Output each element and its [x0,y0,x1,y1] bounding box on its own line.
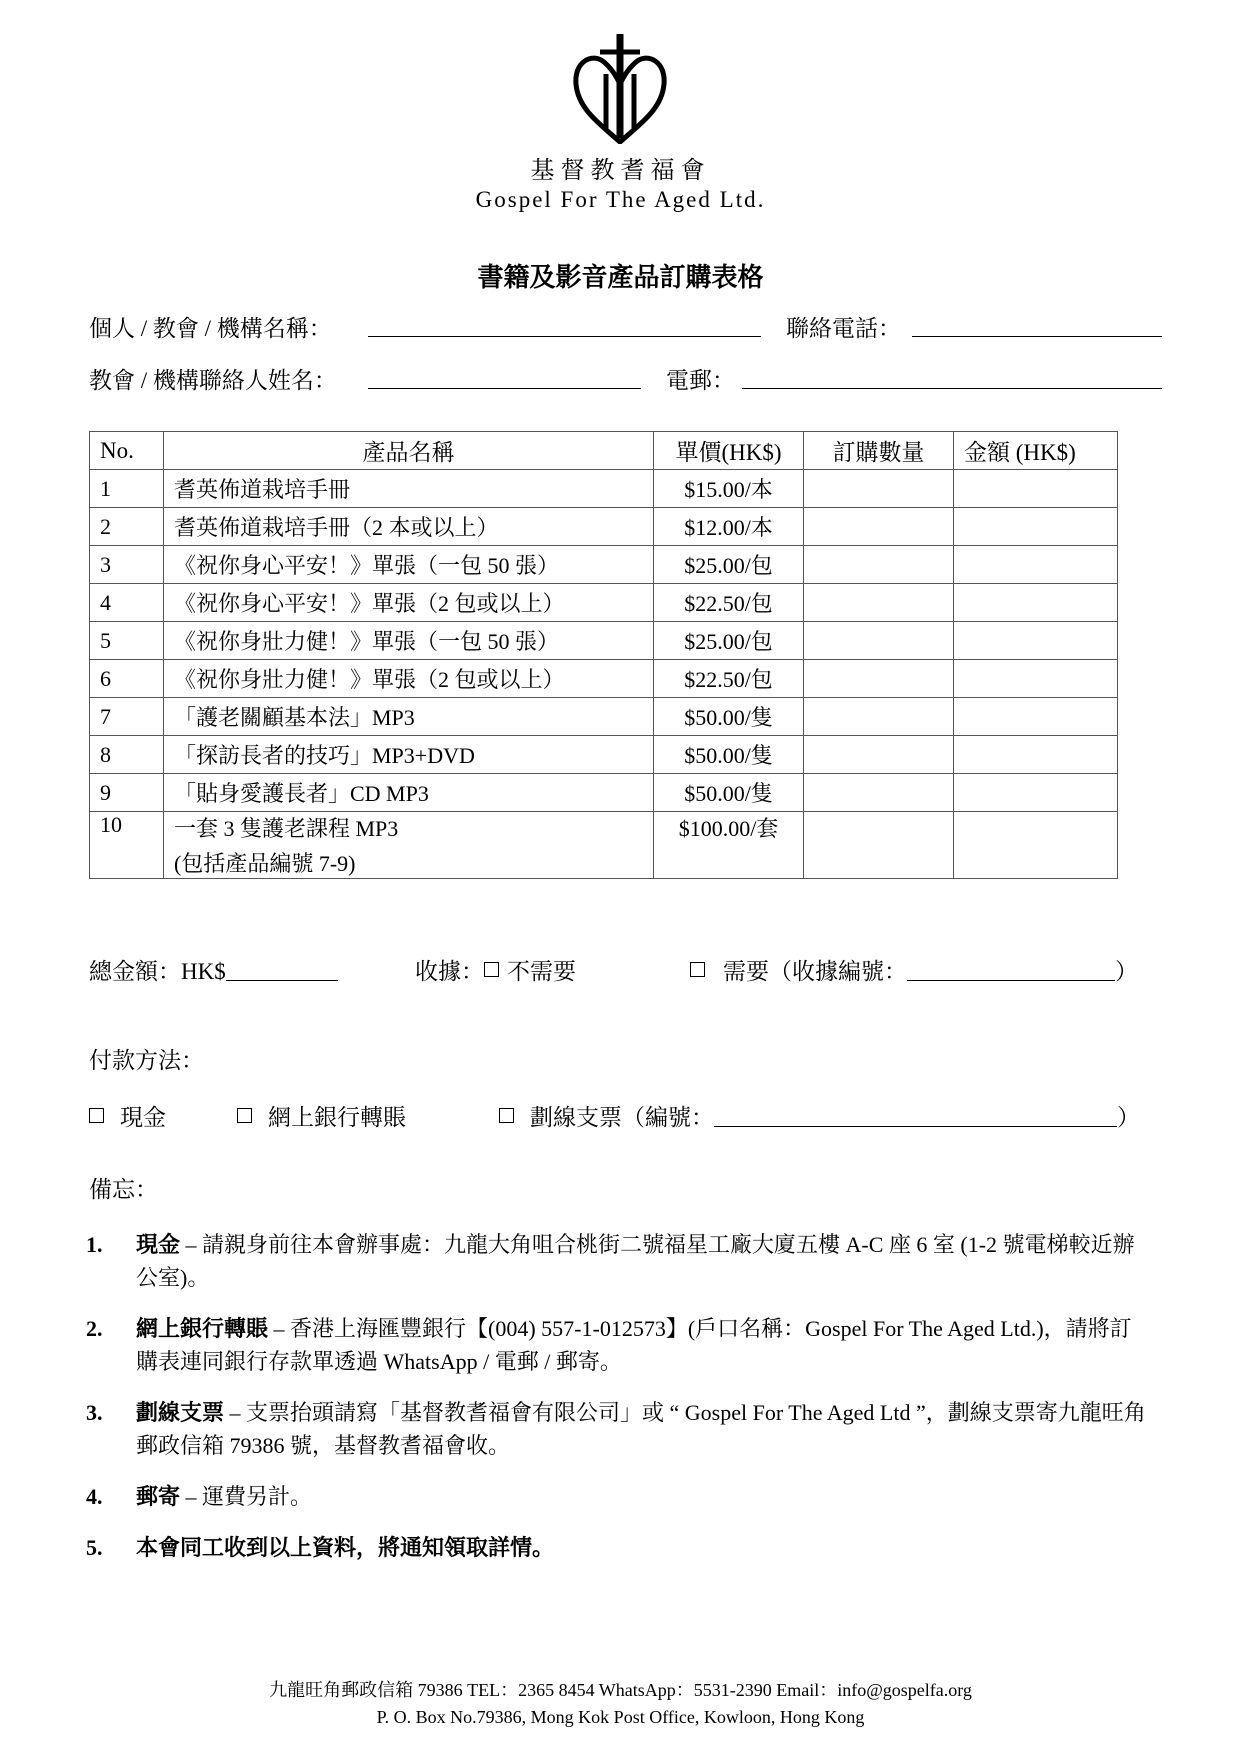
product-table [89,431,1118,879]
payment-online-option [237,1099,406,1132]
amount-cell[interactable] [954,698,1118,736]
header-price: 單價(HK$) [654,432,804,470]
name-field[interactable] [368,336,761,337]
org-name-chinese: 基督教耆福會 [530,158,711,184]
unit-price: $15.00/本 [654,470,804,508]
online-transfer-label: 網上銀行轉賬 [268,1105,406,1130]
quantity-cell[interactable] [804,698,954,736]
notes-heading: 備忘： [89,1177,158,1202]
note-item [86,1312,1146,1378]
total-amount-field[interactable] [226,958,338,981]
cheque-close-bracket: ） [1117,1105,1140,1130]
unit-price: $12.00/本 [654,508,804,546]
note-title: 郵寄 [136,1484,181,1509]
organization-logo [570,34,670,144]
note-title: 現金 [136,1232,181,1257]
unit-price: $22.50/包 [654,660,804,698]
quantity-cell[interactable] [804,584,954,622]
row-number: 1 [90,470,164,508]
cheque-checkbox[interactable] [499,1108,514,1123]
online-transfer-checkbox[interactable] [237,1108,252,1123]
row-number: 7 [90,698,164,736]
table-row [90,812,1118,879]
footer-contact: 九龍旺角郵政信箱 79386 TEL：2365 8454 WhatsApp：5531-2390 Email：info@gospelfa.org [269,1680,972,1700]
product-name: 耆英佈道栽培手冊（2 本或以上） [164,508,654,546]
amount-cell[interactable] [954,470,1118,508]
note-number: 3. [86,1400,103,1425]
row-number: 5 [90,622,164,660]
receipt-needed-option [690,953,1138,986]
note-number: 2. [86,1316,103,1341]
payment-heading: 付款方法： [89,1048,204,1073]
row-number: 8 [90,736,164,774]
amount-cell[interactable] [954,660,1118,698]
note-title: 網上銀行轉賬 [136,1316,269,1341]
header-amount: 金額 (HK$) [954,432,1118,470]
table-row [90,736,1118,774]
unit-price: $50.00/隻 [654,698,804,736]
footer-address: P. O. Box No.79386, Mong Kok Post Office, Kowloon, Hong Kong [376,1707,865,1727]
receipt-needed-label: 需要（收據編號： [723,959,907,984]
product-name: 「貼身愛護長者」CD MP3 [164,774,654,812]
amount-cell[interactable] [954,812,1118,879]
unit-price: $22.50/包 [654,584,804,622]
table-row [90,660,1118,698]
cash-label: 現金 [120,1105,166,1130]
amount-cell[interactable] [954,736,1118,774]
header-quantity: 訂購數量 [804,432,954,470]
receipt-options [415,953,576,986]
total-label: 總金額：HK$ [89,959,226,984]
note-number: 4. [86,1484,103,1509]
contact-field[interactable] [368,388,641,389]
email-label: 電郵： [666,368,735,393]
phone-field[interactable] [912,336,1162,337]
note-title: 本會同工收到以上資料，將通知領取詳情。 [136,1535,555,1560]
org-name-english: Gospel For The Aged Ltd. [475,187,766,212]
unit-price: $25.00/包 [654,546,804,584]
unit-price: $25.00/包 [654,622,804,660]
note-number: 5. [86,1535,103,1560]
product-name [164,812,654,879]
amount-cell[interactable] [954,622,1118,660]
cheque-number-field[interactable] [714,1104,1117,1127]
contact-label: 教會 / 機構聯絡人姓名： [89,368,337,393]
note-text: – 運費另計。 [180,1484,313,1509]
amount-cell[interactable] [954,546,1118,584]
table-row [90,546,1118,584]
payment-cheque-option [499,1099,1140,1132]
product-name: 「護老關顧基本法」MP3 [164,698,654,736]
table-row [90,774,1118,812]
quantity-cell[interactable] [804,774,954,812]
payment-cash-option [89,1099,166,1132]
note-number: 1. [86,1232,103,1257]
quantity-cell[interactable] [804,660,954,698]
amount-cell[interactable] [954,508,1118,546]
header-product: 產品名稱 [164,432,654,470]
receipt-not-needed-checkbox[interactable] [484,962,499,977]
quantity-cell[interactable] [804,736,954,774]
note-text: – 請親身前往本會辦事處：九龍大角咀合桃街二號福星工廠大廈五樓 A-C 座 6 室 (1-2 號電梯較近辦公室)。 [136,1232,1135,1290]
product-name-line1: 一套 3 隻護老課程 MP3 [174,816,399,841]
quantity-cell[interactable] [804,508,954,546]
row-number: 3 [90,546,164,584]
receipt-number-field[interactable] [907,958,1115,981]
product-name: 《祝你身心平安！》單張（2 包或以上） [164,584,654,622]
receipt-close-bracket: ） [1115,959,1138,984]
note-item [86,1531,1146,1564]
phone-label: 聯絡電話： [786,316,901,341]
amount-cell[interactable] [954,774,1118,812]
unit-price: $100.00/套 [654,812,804,879]
product-name-line2: (包括產品編號 7-9) [174,851,356,876]
cheque-label: 劃線支票（編號： [530,1105,714,1130]
product-name: 「探訪長者的技巧」MP3+DVD [164,736,654,774]
quantity-cell[interactable] [804,470,954,508]
note-title: 劃線支票 [136,1400,225,1425]
table-row [90,698,1118,736]
cash-checkbox[interactable] [89,1108,104,1123]
receipt-not-needed-label: 不需要 [507,959,576,984]
product-name: 《祝你身壯力健！》單張（一包 50 張） [164,622,654,660]
note-text: – 香港上海匯豐銀行【(004) 557-1-012573】(戶口名稱：Gospel For The Aged Ltd.)，請將訂購表連同銀行存款單透過 WhatsApp / 電郵 / 郵寄。 [136,1316,1132,1374]
quantity-cell[interactable] [804,622,954,660]
row-number: 2 [90,508,164,546]
note-item [86,1396,1146,1462]
name-label: 個人 / 教會 / 機構名稱： [89,316,332,341]
quantity-cell[interactable] [804,546,954,584]
product-name: 《祝你身壯力健！》單張（2 包或以上） [164,660,654,698]
receipt-label: 收據： [415,959,484,984]
row-number: 9 [90,774,164,812]
note-item [86,1228,1146,1294]
table-row [90,584,1118,622]
table-row [90,508,1118,546]
amount-cell[interactable] [954,584,1118,622]
quantity-cell[interactable] [804,812,954,879]
unit-price: $50.00/隻 [654,774,804,812]
row-number: 4 [90,584,164,622]
receipt-needed-checkbox[interactable] [690,962,705,977]
row-number: 6 [90,660,164,698]
note-text: – 支票抬頭請寫「基督教耆福會有限公司」或 “ Gospel For The Aged Ltd ”，劃線支票寄九龍旺角郵政信箱 79386 號，基督教耆福會收。 [136,1400,1146,1458]
note-item [86,1480,1146,1513]
table-row [90,622,1118,660]
email-field[interactable] [742,388,1162,389]
table-header-row [90,432,1118,470]
row-number: 10 [90,812,164,879]
total-amount-row [89,953,338,986]
unit-price: $50.00/隻 [654,736,804,774]
form-title: 書籍及影音產品訂購表格 [477,263,764,292]
header-no: No. [90,432,164,470]
product-name: 《祝你身心平安！》單張（一包 50 張） [164,546,654,584]
table-row [90,470,1118,508]
product-name: 耆英佈道栽培手冊 [164,470,654,508]
notes-list [86,1228,1146,1582]
